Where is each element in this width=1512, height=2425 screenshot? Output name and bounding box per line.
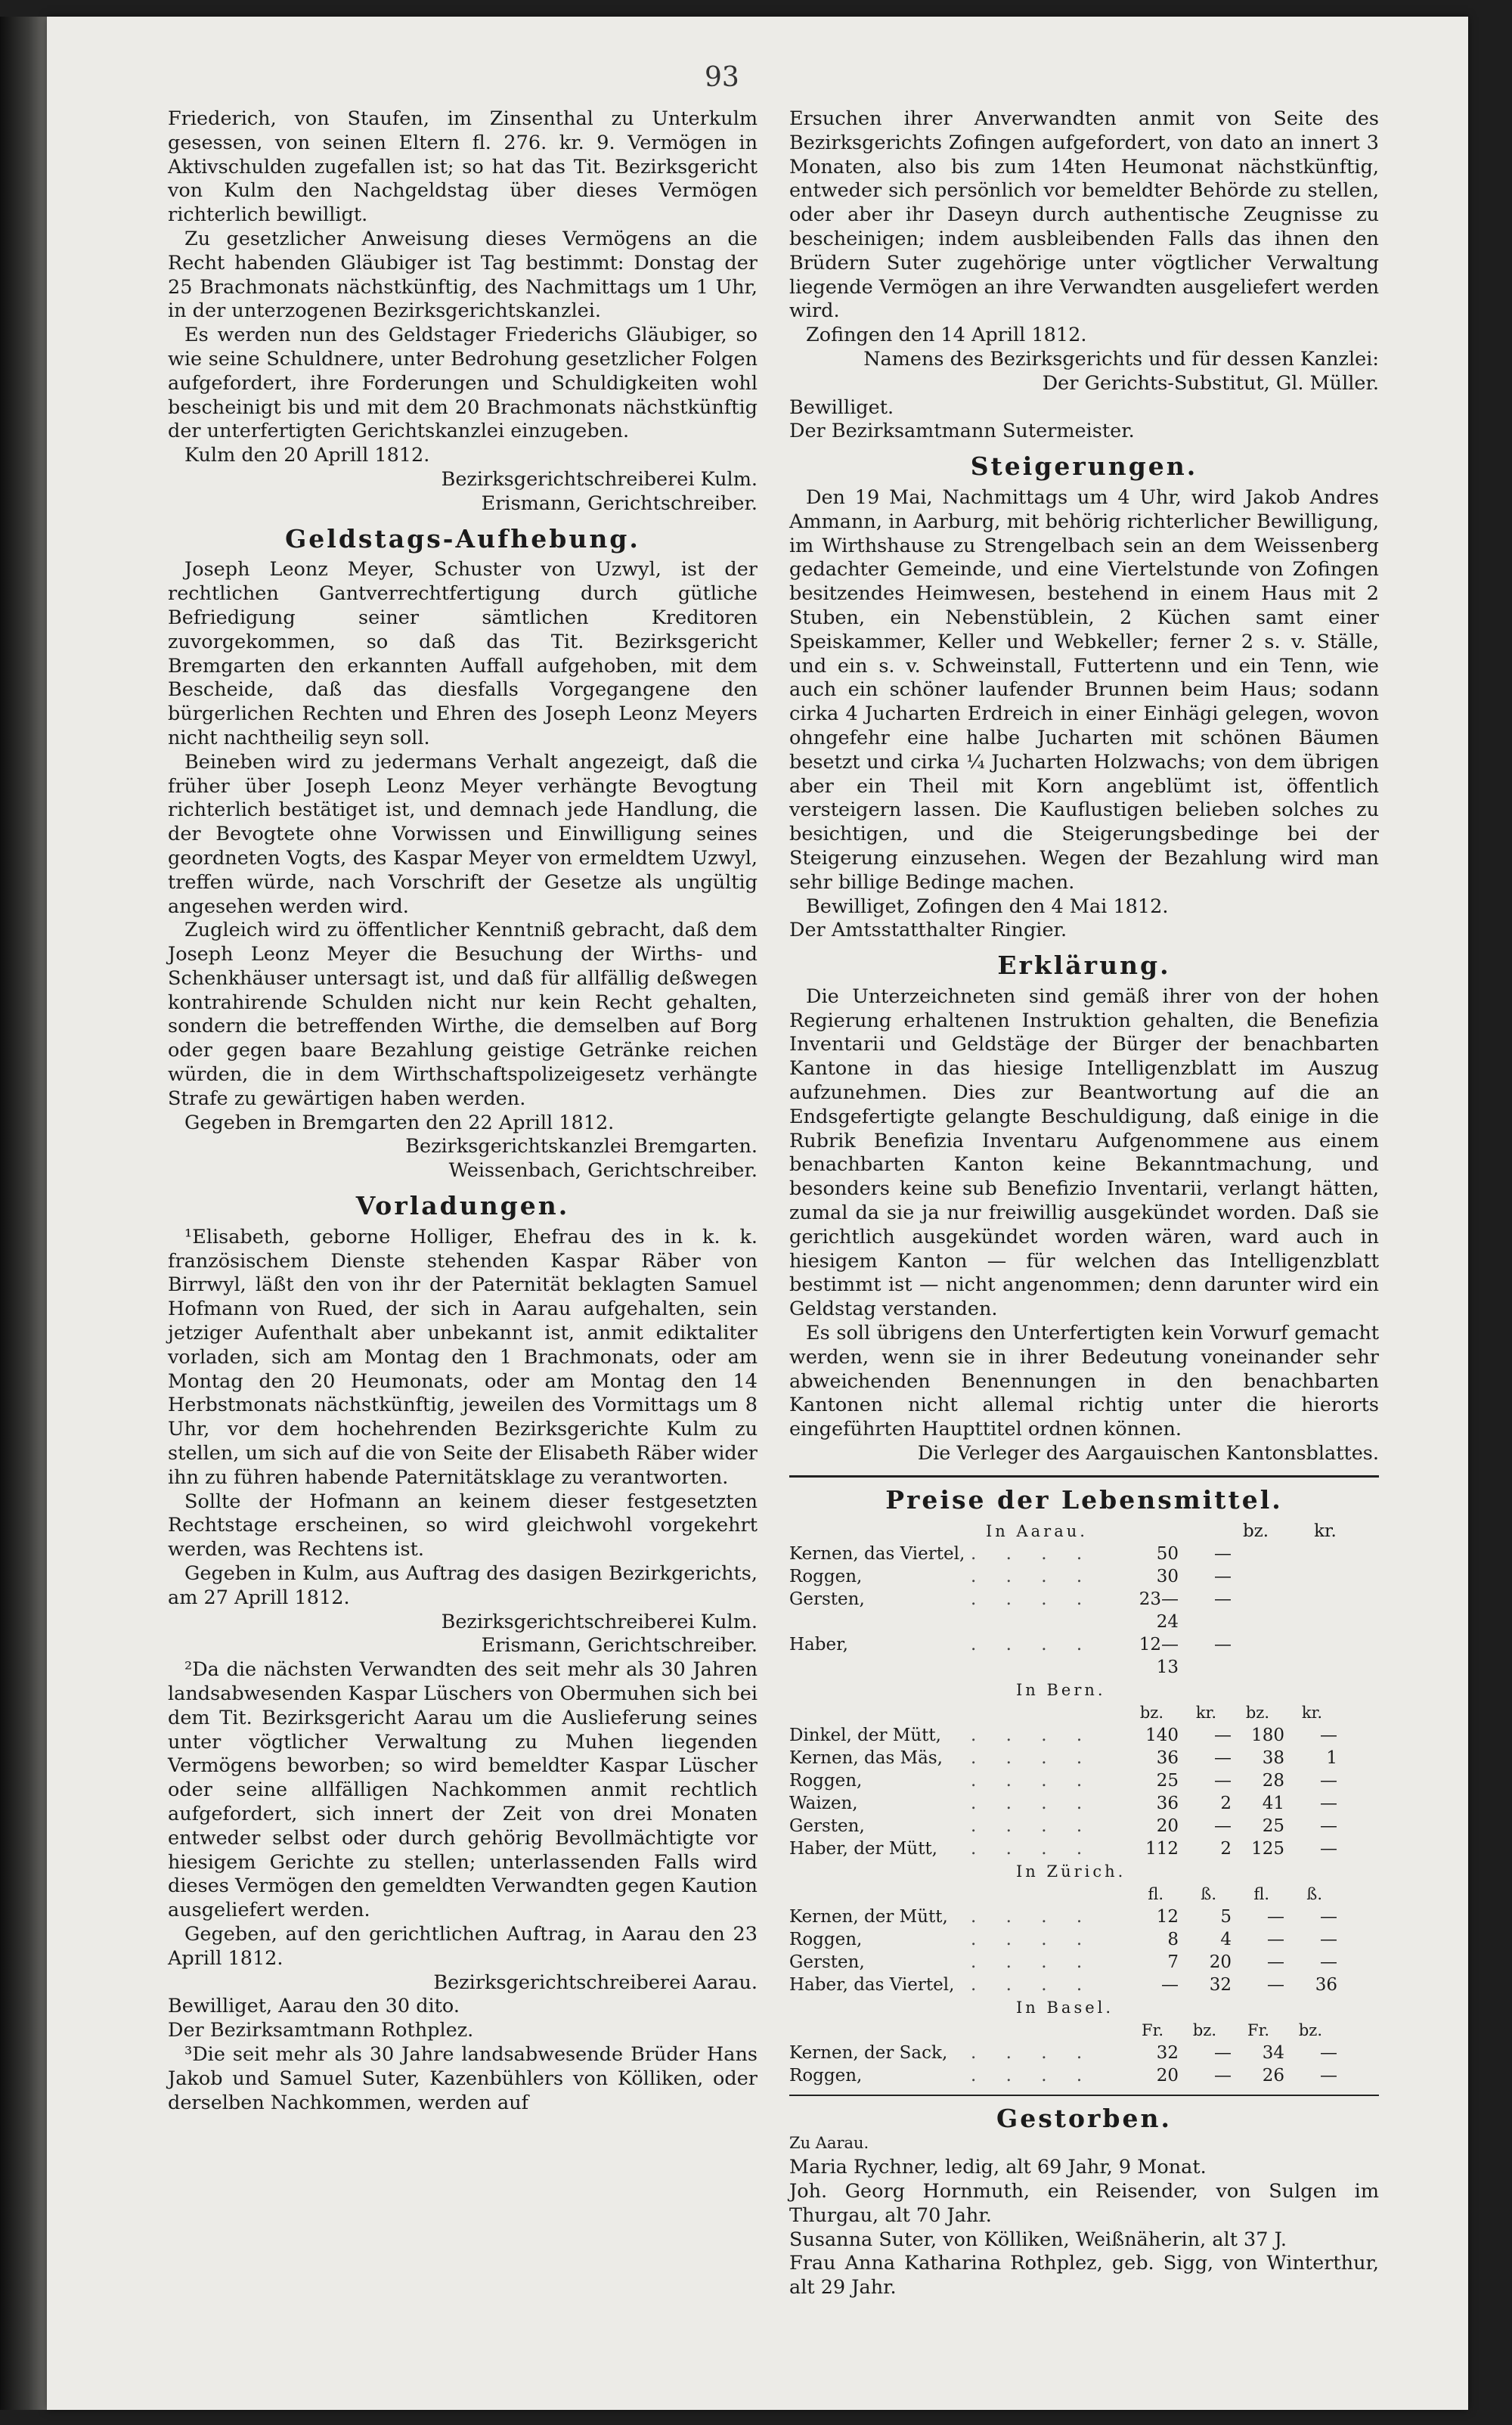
commodity-name: Waizen, bbox=[789, 1793, 858, 1813]
price-place-row bbox=[789, 1996, 1379, 2019]
leader-dots: . . . . bbox=[971, 1589, 1095, 1609]
notice-signature: Bezirksgerichtskanzlei Bremgarten. bbox=[405, 1135, 758, 1158]
price-place: In Aarau. bbox=[986, 1521, 1088, 1540]
price-place-row bbox=[789, 1520, 1379, 1543]
price-value: — bbox=[1214, 1634, 1232, 1654]
price-value: — bbox=[1214, 1589, 1232, 1609]
price-value: — bbox=[1267, 1952, 1284, 1972]
price-row bbox=[789, 1769, 1379, 1792]
price-value: 30 bbox=[1156, 1566, 1179, 1586]
price-row bbox=[789, 1815, 1379, 1837]
price-value: 1 bbox=[1326, 1747, 1337, 1768]
price-row bbox=[789, 1792, 1379, 1815]
commodity-name: Kernen, das Viertel, bbox=[789, 1543, 965, 1564]
price-place: In Bern. bbox=[1016, 1680, 1106, 1699]
notice-signature: Erismann, Gerichtschreiber. bbox=[481, 492, 758, 515]
death-entry: Maria Rychner, ledig, alt 69 Jahr, 9 Monat. bbox=[789, 2156, 1207, 2179]
leader-dots: . . . . bbox=[971, 1634, 1095, 1654]
price-value: — bbox=[1320, 1725, 1337, 1745]
price-value: 36 bbox=[1315, 1974, 1337, 1995]
section-heading: Vorladungen. bbox=[355, 1191, 570, 1221]
price-value: — bbox=[1320, 1929, 1337, 1949]
leader-dots: . . . . bbox=[971, 1952, 1095, 1972]
price-value: — bbox=[1320, 1816, 1337, 1836]
price-value: 26 bbox=[1262, 2065, 1284, 2085]
price-value: 140 bbox=[1145, 1725, 1179, 1745]
price-value: 2 bbox=[1220, 1838, 1232, 1859]
price-value: — bbox=[1214, 1725, 1232, 1745]
price-unit: bz. bbox=[1192, 2020, 1216, 2039]
price-units bbox=[789, 1883, 1379, 1906]
price-value: — bbox=[1320, 1906, 1337, 1927]
notice-date: Kulm den 20 Aprill 1812. bbox=[184, 444, 430, 467]
notice-approval: Der Bezirksamtmann Sutermeister. bbox=[789, 420, 1135, 443]
commodity-name: Kernen, das Mäs, bbox=[789, 1747, 943, 1768]
price-unit: kr. bbox=[1301, 1703, 1322, 1722]
commodity-name: Haber, der Mütt, bbox=[789, 1838, 937, 1859]
commodity-name: Kernen, der Sack, bbox=[789, 2042, 948, 2063]
death-entry: Joh. Georg Hornmuth, ein Reisender, von Sulgen im Thurgau, alt 70 Jahr. bbox=[789, 2180, 1379, 2227]
price-unit: fl. bbox=[1253, 1884, 1269, 1903]
price-value: 41 bbox=[1262, 1793, 1284, 1813]
notice-text: Es soll übrigens den Unterfertigten kein Vorwurf gemacht werden, wenn sie in ihrer Bedeutung voneinander sehr abweichenden Benennungen in den benachbarten Kantonen nicht allemal richtig unter die hierorts eingeführten Haupttitel ordnen können. bbox=[789, 1322, 1379, 1441]
price-value: — bbox=[1214, 1543, 1232, 1564]
price-place: In Zürich. bbox=[1016, 1862, 1126, 1881]
price-value: — bbox=[1320, 2042, 1337, 2063]
leader-dots: . . . . bbox=[971, 2065, 1095, 2085]
leader-dots: . . . . bbox=[971, 1566, 1095, 1586]
price-row bbox=[789, 1724, 1379, 1747]
price-unit: bz. bbox=[1242, 1521, 1269, 1541]
notice-text: Den 19 Mai, Nachmittags um 4 Uhr, wird Jakob Andres Ammann, in Aarburg, mit behörig richterlicher Bewilligung, im Wirthshause zu Strengelbach sein an dem Weissenberg gedachter Gemeinde, und eine Viertelstunde von Zofingen besitzendes Heimwesen, bestehend in einem Haus mit 2 Stuben, ein Nebenstüblein, 2 Küchen samt einer Speiskammer, Keller und Webkeller; ferner 2 s. v. Ställe, und ein s. v. Schweinstall, Futtertenn und ein Tenn, wie auch ein schöner laufender Brunnen beim Haus; sodann cirka 4 Jucharten Erdreich in einer Einhägi gelegen, wovon ohngefehr eine halbe Jucharten mit schönen Bäumen besetzt und cirka ¼ Jucharten Holzwachs; von dem übrigen aber ein Theil mit Korn angeblümt ist, öffentlich versteigern lassen. Die Kauflustigen belieben solches zu besichtigen, und die Steigerungsbedinge bei der Steigerung einzusehen. Wegen der Bezahlung wird man sehr billige Bedinge machen. bbox=[789, 485, 1379, 894]
notice-signature: Der Gerichts-Substitut, Gl. Müller. bbox=[1042, 371, 1379, 395]
notice-text: Ersuchen ihrer Anverwandten anmit von Seite des Bezirksgerichts Zofingen aufgefordert, von dato an innert 3 Monaten, also bis zum 14ten Heumonat nächstkünftig, entweder sich persönlich vor bemeldter Behörde zu stellen, oder aber ihr Daseyn durch authentische Zeugnisse zu bescheinigen; indem ausbleibenden Falls das ihnen den Brüdern Suter zugehörige unter vögtlicher Verwaltung liegende Vermögen an ihre Verwandten ausgeliefert werden wird. bbox=[789, 107, 1379, 323]
price-row bbox=[789, 1565, 1379, 1588]
right-column bbox=[789, 107, 1379, 2300]
commodity-name: Haber, das Viertel, bbox=[789, 1974, 955, 1995]
leader-dots: . . . . bbox=[971, 1974, 1095, 1995]
price-unit: bz. bbox=[1245, 1703, 1269, 1722]
price-value: 4 bbox=[1220, 1929, 1232, 1949]
section-heading: Preise der Lebensmittel. bbox=[885, 1484, 1283, 1515]
price-value: — bbox=[1214, 1747, 1232, 1768]
price-value: — bbox=[1214, 1566, 1232, 1586]
price-row bbox=[789, 2042, 1379, 2064]
price-unit: Fr. bbox=[1247, 2020, 1269, 2039]
price-value: 8 bbox=[1167, 1929, 1179, 1949]
price-value: — bbox=[1267, 1906, 1284, 1927]
price-unit: bz. bbox=[1139, 1703, 1163, 1722]
commodity-name: Roggen, bbox=[789, 1929, 863, 1949]
price-table bbox=[789, 1520, 1379, 2087]
price-row bbox=[789, 2064, 1379, 2087]
notice-text: Beineben wird zu jedermans Verhalt angezeigt, daß die früher über Joseph Leonz Meyer verhängte Bevogtung richterlich bestätiget ist, und demnach jede Handlung, die der Bevogtete ohne Vorwissen und Einwilligung seines geordneten Vogts, des Kaspar Meyer von ermeldtem Uzwyl, treffen würde, nach Vorschrift der Gesetze als ungültig angesehen werden wird. bbox=[168, 750, 758, 918]
notice-approval: Der Amtsstatthalter Ringier. bbox=[789, 919, 1067, 942]
price-value: 7 bbox=[1167, 1952, 1179, 1972]
notice-text: Joseph Leonz Meyer, Schuster von Uzwyl, ist der rechtlichen Gantverrechtfertigung durch gütliche Befriedigung seiner sämtlichen Kreditoren zuvorgekommen, so daß das Tit. Bezirksgericht Bremgarten den erkannten Auffall aufgehoben, mit dem Bescheide, daß das diesfalls Vorgegangene den bürgerlichen Rechten und Ehren des Joseph Leonz Meyers nicht nachtheilig seyn soll. bbox=[168, 558, 758, 749]
price-value: 125 bbox=[1251, 1838, 1284, 1859]
price-units bbox=[789, 2019, 1379, 2042]
leader-dots: . . . . bbox=[971, 1770, 1095, 1791]
notice-text: Sollte der Hofmann an keinem dieser festgesetzten Rechtstage erscheinen, so wird gleichwohl vorgekehrt werden, was Rechtens ist. bbox=[168, 1490, 758, 1561]
price-value: 36 bbox=[1156, 1793, 1179, 1813]
price-row bbox=[789, 1906, 1379, 1928]
price-place-row bbox=[789, 1679, 1379, 1701]
notice-signature: Bezirksgerichtschreiberei Aarau. bbox=[433, 1971, 758, 1994]
leader-dots: . . . . bbox=[971, 1543, 1095, 1564]
commodity-name: Gersten, bbox=[789, 1952, 865, 1972]
price-value: 20 bbox=[1156, 2065, 1179, 2085]
notice-signature: Die Verleger des Aargauischen Kantonsblattes. bbox=[917, 1442, 1379, 1465]
price-value: — bbox=[1214, 1770, 1232, 1791]
price-value: 23—24 bbox=[1139, 1589, 1179, 1632]
section-heading: Erklärung. bbox=[997, 950, 1171, 981]
notice-date: Gegeben, auf den gerichtlichen Auftrag, in Aarau den 23 Aprill 1812. bbox=[168, 1922, 758, 1970]
page-number: 93 bbox=[705, 62, 739, 93]
price-row bbox=[789, 1951, 1379, 1974]
price-row bbox=[789, 1928, 1379, 1951]
price-row bbox=[789, 1747, 1379, 1769]
leader-dots: . . . . bbox=[971, 1906, 1095, 1927]
left-column bbox=[168, 107, 758, 2115]
price-value: — bbox=[1214, 2065, 1232, 2085]
notice-text: ²Da die nächsten Verwandten des seit mehr als 30 Jahren landsabwesenden Kaspar Lüschers von Obermuhen sich bei dem Tit. Bezirksgericht Aarau um die Auslieferung seines unter vögtlicher Verwaltung zu Muhen liegenden Vermögens beworben; so wird bemeldter Kaspar Lüscher oder seine allfälligen Nachkommen anmit rechtlich aufgefordert, sich innert der Zeit von drei Monaten entweder selbst oder durch gehörig Bevollmächtigte vor hiesigem Gerichte zu stellen; unterlassenden Falls wird dieses Vermögen den gemeldten Verwandten gegen Kaution ausgeliefert werden. bbox=[168, 1658, 758, 1922]
notice-signature: Erismann, Gerichtschreiber. bbox=[481, 1634, 758, 1657]
price-row bbox=[789, 1837, 1379, 1860]
price-value: 38 bbox=[1262, 1747, 1284, 1768]
section-heading: Geldstags-Aufhebung. bbox=[285, 523, 640, 554]
death-entry: Frau Anna Katharina Rothplez, geb. Sigg, von Winterthur, alt 29 Jahr. bbox=[789, 2252, 1379, 2299]
price-unit: fl. bbox=[1148, 1884, 1163, 1903]
divider bbox=[789, 1475, 1379, 1478]
leader-dots: . . . . bbox=[971, 1816, 1095, 1836]
price-row bbox=[789, 1633, 1379, 1679]
price-value: 12 bbox=[1156, 1906, 1179, 1927]
commodity-name: Haber, bbox=[789, 1634, 848, 1654]
price-row bbox=[789, 1588, 1379, 1633]
commodity-name: Roggen, bbox=[789, 2065, 863, 2085]
notice-text: ¹Elisabeth, geborne Holliger, Ehefrau des in k. k. französischem Dienste stehenden Kaspar Räber von Birrwyl, läßt den von ihr der Paternität beklagten Samuel Hofmann von Rued, der sich in Aarau aufgehalten, sein jetziger Aufenthalt aber unbekannt ist, anmit ediktaliter vorladen, sich am Montag den 1 Brachmonats, oder am Montag den 20 Heumonats, oder am Montag den 14 Herbstmonats nächstkünftig, jeweilen des Vormittags um 8 Uhr, vor dem hochehrenden Bezirksgerichte Kulm zu stellen, um sich auf die von Seite der Elisabeth Räber wider ihn zu führen habende Paternitätsklage zu verantworten. bbox=[168, 1225, 758, 1489]
notice-signature: Weissenbach, Gerichtschreiber. bbox=[448, 1159, 758, 1183]
page-edge bbox=[0, 17, 47, 2410]
notice-approval: Bewilliget, Zofingen den 4 Mai 1812. bbox=[806, 895, 1169, 918]
price-value: 20 bbox=[1156, 1816, 1179, 1836]
notice-text: ³Die seit mehr als 30 Jahre landsabwesende Brüder Hans Jakob und Samuel Suter, Kazenbühlers von Kölliken, oder derselben Nachkommen, werden auf bbox=[168, 2042, 758, 2114]
price-value: — bbox=[1320, 1793, 1337, 1813]
price-value: 2 bbox=[1220, 1793, 1232, 1813]
price-place-row bbox=[789, 1860, 1379, 1883]
notice-text: Friederich, von Staufen, im Zinsenthal zu Unterkulm gesessen, von seinen Eltern fl. 276. kr. 9. Vermögen in Aktivschulden zugefallen ist; so hat das Tit. Bezirksgericht von Kulm den Nachgeldstag über dieses Vermögen richterlich bewilligt. bbox=[168, 107, 758, 227]
price-row bbox=[789, 1543, 1379, 1565]
price-row bbox=[789, 1974, 1379, 1996]
commodity-name: Roggen, bbox=[789, 1566, 863, 1586]
price-value: — bbox=[1320, 1770, 1337, 1791]
notice-text: Zugleich wird zu öffentlicher Kenntniß gebracht, daß dem Joseph Leonz Meyer die Besuchung der Wirths- und Schenkhäuser untersagt ist, und daß für allfällig deßwegen kontrahirende Schulden nicht nur kein Recht gehalten, sondern die betreffenden Wirthe, die demselben auf Borg oder gegen baare Bezahlung geistige Getränke reichen würden, die in dem Wirthschaftspolizeigesetz verhängte Strafe zu gewärtigen haben werden. bbox=[168, 919, 758, 1110]
leader-dots: . . . . bbox=[971, 1838, 1095, 1859]
notice-approval: Bewilliget. bbox=[789, 395, 894, 419]
notice-date: Gegeben in Kulm, aus Auftrag des dasigen Bezirkgerichts, am 27 Aprill 1812. bbox=[168, 1562, 758, 1609]
notice-approval: Der Bezirksamtmann Rothplez. bbox=[168, 2019, 474, 2042]
price-place: In Basel. bbox=[1016, 1998, 1114, 2017]
notice-signature: Bezirksgerichtschreiberei Kulm. bbox=[441, 467, 758, 491]
price-value: 28 bbox=[1262, 1770, 1284, 1791]
leader-dots: . . . . bbox=[971, 1929, 1095, 1949]
price-value: 112 bbox=[1145, 1838, 1179, 1859]
commodity-name: Gersten, bbox=[789, 1589, 865, 1609]
price-unit: bz. bbox=[1298, 2020, 1322, 2039]
price-value: 25 bbox=[1156, 1770, 1179, 1791]
price-unit: Fr. bbox=[1142, 2020, 1163, 2039]
price-value: 12—13 bbox=[1139, 1634, 1179, 1677]
price-value: 36 bbox=[1156, 1747, 1179, 1768]
price-value: 5 bbox=[1220, 1906, 1232, 1927]
notice-date: Zofingen den 14 Aprill 1812. bbox=[806, 324, 1087, 347]
price-value: — bbox=[1214, 2042, 1232, 2063]
leader-dots: . . . . bbox=[971, 1725, 1095, 1745]
price-value: 20 bbox=[1209, 1952, 1232, 1972]
notice-text: Zu gesetzlicher Anweisung dieses Vermögens an die Recht habenden Gläubiger ist Tag bestimmt: Donstag der 25 Brachmonats nächstkünftig, des Nachmittags um 1 Uhr, in der unterzogenen Bezirksgerichtskanzlei. bbox=[168, 227, 758, 323]
price-value: — bbox=[1267, 1929, 1284, 1949]
notice-text: Die Unterzeichneten sind gemäß ihrer von der hohen Regierung erhaltenen Instruktion gehalten, die Benefizia Inventarii und Geldstäge der Bürger der benachbarten Kantone in das hiesige Intelligenzblatt im Auszug aufzunehmen. Dies zur Beantwortung auf die an Endsgefertigte gelangte Beschuldigung, daß einige in die Rubrik Benefizia Inventaru Aufgenommene aus einem benachbarten Kanton keine Bekanntmachung, und besonders keine sub Benefizio Inventarii, verlangt hätten, zumal da sie ja nur freiwillig ausgekündet worden. Daß sie gerichtlich ausgekündet worden wären, ward auch in hiesigem Kanton — für welchen das Intelligenzblatt bestimmt ist — nicht angenommen; denn darunter wird ein Geldstag verstanden. bbox=[789, 985, 1379, 1321]
price-value: 50 bbox=[1156, 1543, 1179, 1564]
price-unit: kr. bbox=[1314, 1521, 1337, 1541]
price-value: 34 bbox=[1262, 2042, 1284, 2063]
price-value: — bbox=[1320, 2065, 1337, 2085]
section-heading: Steigerungen. bbox=[970, 451, 1198, 482]
price-value: — bbox=[1267, 1974, 1284, 1995]
price-units bbox=[789, 1701, 1379, 1724]
price-value: 180 bbox=[1251, 1725, 1284, 1745]
notice-date: Gegeben in Bremgarten den 22 Aprill 1812. bbox=[184, 1111, 615, 1134]
section-heading: Gestorben. bbox=[996, 2103, 1172, 2133]
commodity-name: Kernen, der Mütt, bbox=[789, 1906, 948, 1927]
price-value: — bbox=[1214, 1816, 1232, 1836]
price-value: 32 bbox=[1209, 1974, 1232, 1995]
price-unit: ß. bbox=[1201, 1884, 1216, 1903]
notice-text: Es werden nun des Geldstager Friederichs Gläubiger, so wie seine Schuldnere, unter Bedrohung gesetzlicher Folgen aufgefordert, ihre Forderungen und Schuldigkeiten wohl bescheinigt bis und mit dem 20 Brachmonats nächstkünftig der unterfertigten Gerichtskanzlei einzugeben. bbox=[168, 324, 758, 443]
price-unit: ß. bbox=[1306, 1884, 1322, 1903]
leader-dots: . . . . bbox=[971, 1793, 1095, 1813]
commodity-name: Dinkel, der Mütt, bbox=[789, 1725, 941, 1745]
price-unit: kr. bbox=[1195, 1703, 1216, 1722]
death-entry: Susanna Suter, von Kölliken, Weißnäherin, alt 37 J. bbox=[789, 2228, 1287, 2251]
newspaper-page bbox=[47, 17, 1468, 2410]
price-value: — bbox=[1320, 1952, 1337, 1972]
price-value: 25 bbox=[1262, 1816, 1284, 1836]
price-value: — bbox=[1161, 1974, 1179, 1995]
notice-signature: Namens des Bezirksgerichts und für dessen Kanzlei: bbox=[863, 347, 1379, 371]
commodity-name: Roggen, bbox=[789, 1770, 863, 1791]
price-value: 32 bbox=[1156, 2042, 1179, 2063]
death-place: Zu Aarau. bbox=[789, 2134, 869, 2153]
divider bbox=[789, 2095, 1379, 2096]
notice-signature: Bezirksgerichtschreiberei Kulm. bbox=[441, 1610, 758, 1633]
leader-dots: . . . . bbox=[971, 2042, 1095, 2063]
price-value: — bbox=[1320, 1838, 1337, 1859]
leader-dots: . . . . bbox=[971, 1747, 1095, 1768]
notice-approval: Bewilliget, Aarau den 30 dito. bbox=[168, 1995, 460, 2018]
commodity-name: Gersten, bbox=[789, 1816, 865, 1836]
